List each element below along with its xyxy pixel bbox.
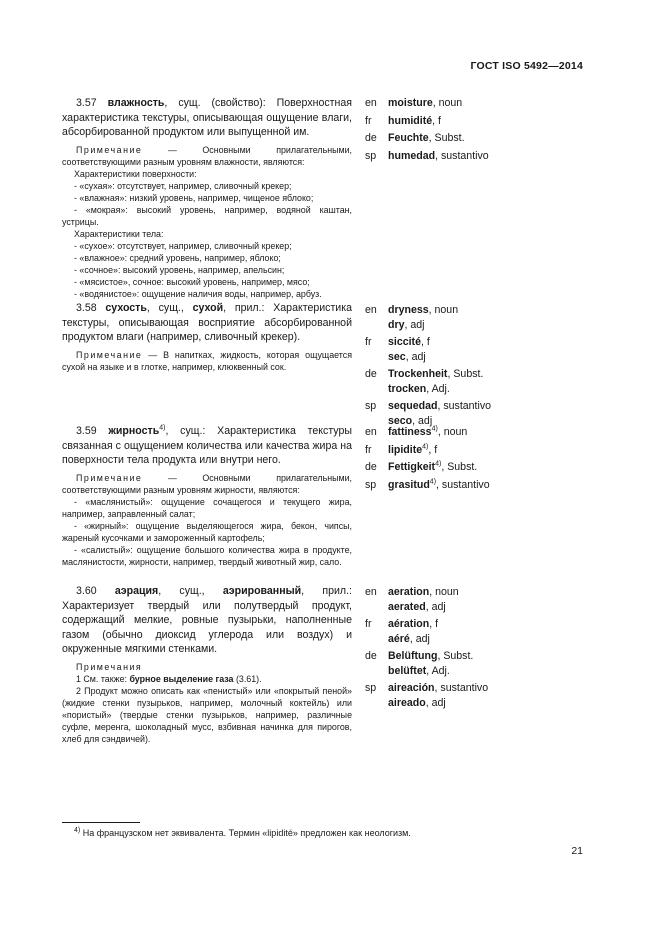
list-item: - «сухое»: отсутствует, например, сливочный крекер; — [74, 240, 292, 251]
page-number: 21 — [571, 845, 583, 857]
term: влажность — [107, 97, 165, 109]
note-2: 2 Продукт можно описать как «пенистый» или «покрытый пеной» (жидкие стенки пузырьков, например, молочный коктейль) или «пористый» (твердые стенки пузырьков, например, различные суфле, меренга, шоколадный мусс, взбивная начинка для пирогов, хлеб для сэндвичей). — [62, 685, 352, 744]
footnote-divider — [62, 822, 140, 823]
list-item: - «влажная»: низкий уровень, например, чищеное яблоко; — [74, 192, 314, 203]
notes-head: Примечания — [76, 661, 143, 672]
definition: 3.58 сухость, сущ., сухой, прил.: Характеристика текстуры, описывающая восприятие абсорбированной продуктом влаги (например, сливочный крекер). — [62, 302, 352, 343]
translations-3-58: en dryness, noun dry, adj fr siccité, f sec, adj de Trockenheit, Subst. trocken, Adj. sp sequedad, sustantivo seco, adj — [365, 304, 492, 427]
translations-3-60: en aeration, noun aerated, adj fr aération, f aéré, adj de Belüftung, Subst. belüftet, Adj. sp aireación, sustantivo aireado, adj — [365, 586, 489, 709]
note: Примечание — Основными прилагательными, соответствующими разным уровням влажности, являются: — [62, 144, 352, 167]
definition: 3.60 аэрация, сущ., аэрированный, прил.: Характеризует твердый или полутвердый продукт, содержащий мелкие, ровные пузырьки, наполненные газом (обычно диоксид углерода или воздух) и окруженные мягкими стенками. — [62, 585, 352, 655]
list-item: - «салистый»: ощущение большого количества жира в продукте, маслянистости, жирности, например, твердый животный жир, сало. — [62, 544, 352, 567]
list-item: - «мокрая»: высокий уровень, например, водяной каштан, устрицы. — [62, 204, 352, 227]
list-item: - «водянистое»: ощущение наличия воды, например, арбуз. — [74, 288, 322, 299]
list-item: - «влажное»: средний уровень, например, яблоко; — [74, 252, 281, 263]
note-1: 1 См. также: бурное выделение газа (3.61). — [76, 673, 262, 684]
footnote: $^{4)}$ На французском нет эквивалента. Термин «lipidité» предложен как неологизм. — [74, 827, 411, 838]
list-item: - «сочное»: высокий уровень, например, апельсин; — [74, 264, 285, 275]
definition: 3.59 жирность$^{4)}$, сущ.: Характеристика текстуры связанная с ощущением количества или качества жира на поверхности тела продукта или внутри него. — [62, 424, 352, 466]
list-item: - «сухая»: отсутствует, например, сливочный крекер; — [74, 180, 292, 191]
surface-head: Характеристики поверхности: — [74, 168, 197, 179]
translations-3-57: en moisture, noun fr humidité, f de Feuchte, Subst. sp humedad, sustantivo — [365, 97, 489, 162]
entry-3-60 — [62, 584, 352, 745]
entry-3-59 — [62, 424, 352, 568]
note: Примечание — В напитках, жидкость, которая ощущается сухой на языке и в глотке, например, клюквенный сок. — [62, 349, 353, 372]
standard-header: ГОСТ ISO 5492—2014 — [470, 60, 583, 72]
definition: 3.57 влажность, сущ. (свойство): Поверхностная характеристика текстуры, описывающая ощущение влаги, абсорбированной продуктом или выпущенной им. — [62, 97, 352, 138]
list-item: - «маслянистый»: ощущение сочащегося и текущего жира, например, заправленный салат; — [62, 496, 352, 519]
note: Примечание — Основными прилагательными, соответствующими разным уровням жирности, являются: — [62, 472, 352, 495]
entry-3-57 — [62, 96, 352, 300]
translations-3-59: en fattiness$^{4)}$, noun fr lipidite$^{4)}$, f de Fettigkeit$^{4)}$, Subst. sp grasitud$^{4)}$, sustantivo — [365, 425, 490, 491]
list-item: - «мясистое», сочное: высокий уровень, например, мясо; — [74, 276, 310, 287]
body-head: Характеристики тела: — [74, 228, 164, 239]
list-item: - «жирный»: ощущение выделяющегося жира, бекон, чипсы, жареный кусочками и замороженный картофель; — [62, 520, 352, 543]
entry-3-58 — [62, 301, 352, 373]
